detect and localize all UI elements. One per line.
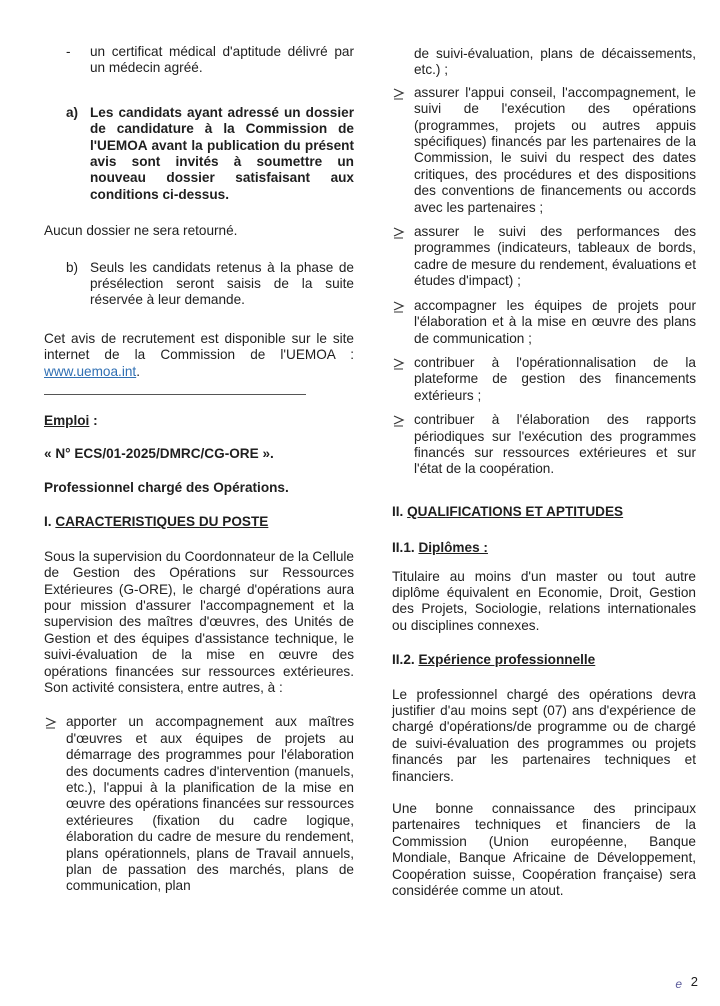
divider (44, 394, 306, 395)
bullet-text: accompagner les équipes de projets pour l'élaboration et à la mise en œuvre des plans de communication ; (414, 297, 696, 346)
availability-note (44, 331, 354, 380)
subsection-number: II.2. (392, 652, 419, 668)
arrow-bullet-icon (392, 355, 406, 371)
note-b-letter: b) (66, 259, 79, 275)
bullet-item (392, 85, 696, 216)
initials-mark: e (675, 977, 682, 991)
emploi-label: Emploi (44, 413, 90, 429)
section1-number: I. (44, 514, 56, 530)
subsection-diplomes-heading (392, 540, 696, 556)
website-suffix: . (136, 363, 140, 379)
emploi-heading (44, 413, 354, 429)
section2-number: II. (392, 503, 408, 519)
bullet-item (392, 298, 696, 347)
note-b-text: Seuls les candidats retenus à la phase de présélection seront saisis de la suite réservée à leur demande. (90, 259, 354, 308)
subsection-experience-heading (392, 652, 696, 668)
bullet-text: assurer le suivi des performances des programmes (indicateurs, tableaux de bords, cadre de mesure du rendement, évaluations et études d'impact) ; (414, 224, 696, 289)
section1-heading (44, 514, 354, 530)
bullet-item (392, 224, 696, 290)
availability-text: Cet avis de recrutement est disponible sur le site internet de la Commission de l'UEMOA : (44, 330, 354, 363)
left-column (44, 32, 354, 895)
job-title: Professionnel chargé des Opérations. (44, 479, 289, 495)
section2-heading (392, 504, 696, 520)
website-link[interactable]: www.uemoa.int (44, 363, 137, 379)
section1-text: Sous la supervision du Coordonnateur de la Cellule de Gestion des Opérations sur Ressources Extérieures (G-ORE), le chargé d'opérations aura pour mission d'assurer l'accompagnement et la supervision des maîtres d'œuvres, des Unités de Gestion et des équipes d'assistance technique, le suivi-évaluation de la mise en œuvre des opérations financées sur ressources extérieures. Son activité consistera, entre autres, à : (44, 548, 354, 695)
requirement-text: un certificat médical d'aptitude délivré par un médecin agréé. (90, 44, 354, 76)
section1-title: CARACTERISTIQUES DU POSTE (55, 514, 269, 530)
diplomes-text: Titulaire au moins d'un master ou tout autre diplôme équivalent en Economie, Droit, Gestion des Projets, Sociologie, relations internationales ou disciplines connexes. (392, 568, 696, 633)
arrow-bullet-icon (392, 85, 406, 101)
subsection-number: II.1. (392, 540, 419, 556)
bullet-text: contribuer à l'élaboration des rapports périodiques sur l'exécution des programmes financés sur ressources extérieures et sur l'état de la coopération. (414, 412, 696, 477)
emploi-colon: : (89, 413, 98, 429)
arrow-bullet-icon (392, 224, 406, 240)
bullet-text: apporter un accompagnement aux maîtres d'œuvres et aux équipes de projets au démarrage des programmes pour l'élaboration des documents cadres d'intervention (manuels, etc.), l'appui à la planification de la mise en œuvre des opérations financées sur ressources extérieures (fixation du cadre logique, élaboration du cadre de mesure du rendement, plans opérationnels, plans de Travail annuels, plan de passation des marchés, plans de communication, plan (66, 714, 354, 894)
experience-text: Le professionnel chargé des opérations devra justifier d'au moins sept (07) ans d'expérience de chargé d'opérations/de programme ou de chargé de suivi-évaluation des programmes ou projets financés par les partenaires techniques et financiers. (392, 686, 696, 784)
bullet-item (392, 355, 696, 404)
no-return-note: Aucun dossier ne sera retourné. (44, 223, 238, 239)
requirement-dash-item (44, 44, 354, 77)
note-a (44, 105, 354, 203)
experience-text-2: Une bonne connaissance des principaux partenaires techniques et financiers de la Commission (Union européenne, Banque Mondiale, Banque Africaine de Développement, Coopération suisse, Coopération française) sera considérée comme un atout. (392, 801, 696, 899)
subsection-title: Expérience professionnelle (418, 652, 596, 668)
bullet-text: contribuer à l'opérationnalisation de la plateforme de gestion des financements extérieurs ; (414, 354, 696, 403)
section2-title: QUALIFICATIONS ET APTITUDES (407, 503, 624, 519)
job-reference: « N° ECS/01-2025/DMRC/CG-ORE ». (44, 445, 274, 461)
continued-bullet (392, 46, 696, 79)
subsection-title: Diplômes : (418, 540, 488, 556)
bullet-item (44, 714, 354, 894)
arrow-bullet-icon (392, 298, 406, 314)
arrow-bullet-icon (44, 714, 58, 730)
note-a-letter: a) (66, 104, 79, 120)
note-b (44, 260, 354, 309)
continued-bullet-text: de suivi-évaluation, plans de décaissements, etc.) ; (414, 46, 696, 78)
note-a-text: Les candidats ayant adressé un dossier de candidature à la Commission de l'UEMOA avant la publication du présent avis sont invités à soumettre un nouveau dossier satisfaisant aux conditions ci-dessus. (90, 104, 354, 202)
bullet-text: assurer l'appui conseil, l'accompagnement, le suivi de l'exécution des opérations (programmes, projets ou autres appuis spécifiques) financés par les partenaires de la Commission, le suivi du respect des dates critiques, des procédures et des dispositions des conventions de financements ou accords avec les partenaires ; (414, 84, 696, 215)
right-column (392, 46, 696, 899)
arrow-bullet-icon (392, 412, 406, 428)
page-number: 2 (690, 974, 698, 989)
bullet-item (392, 412, 696, 478)
dash-marker: - (66, 44, 71, 59)
